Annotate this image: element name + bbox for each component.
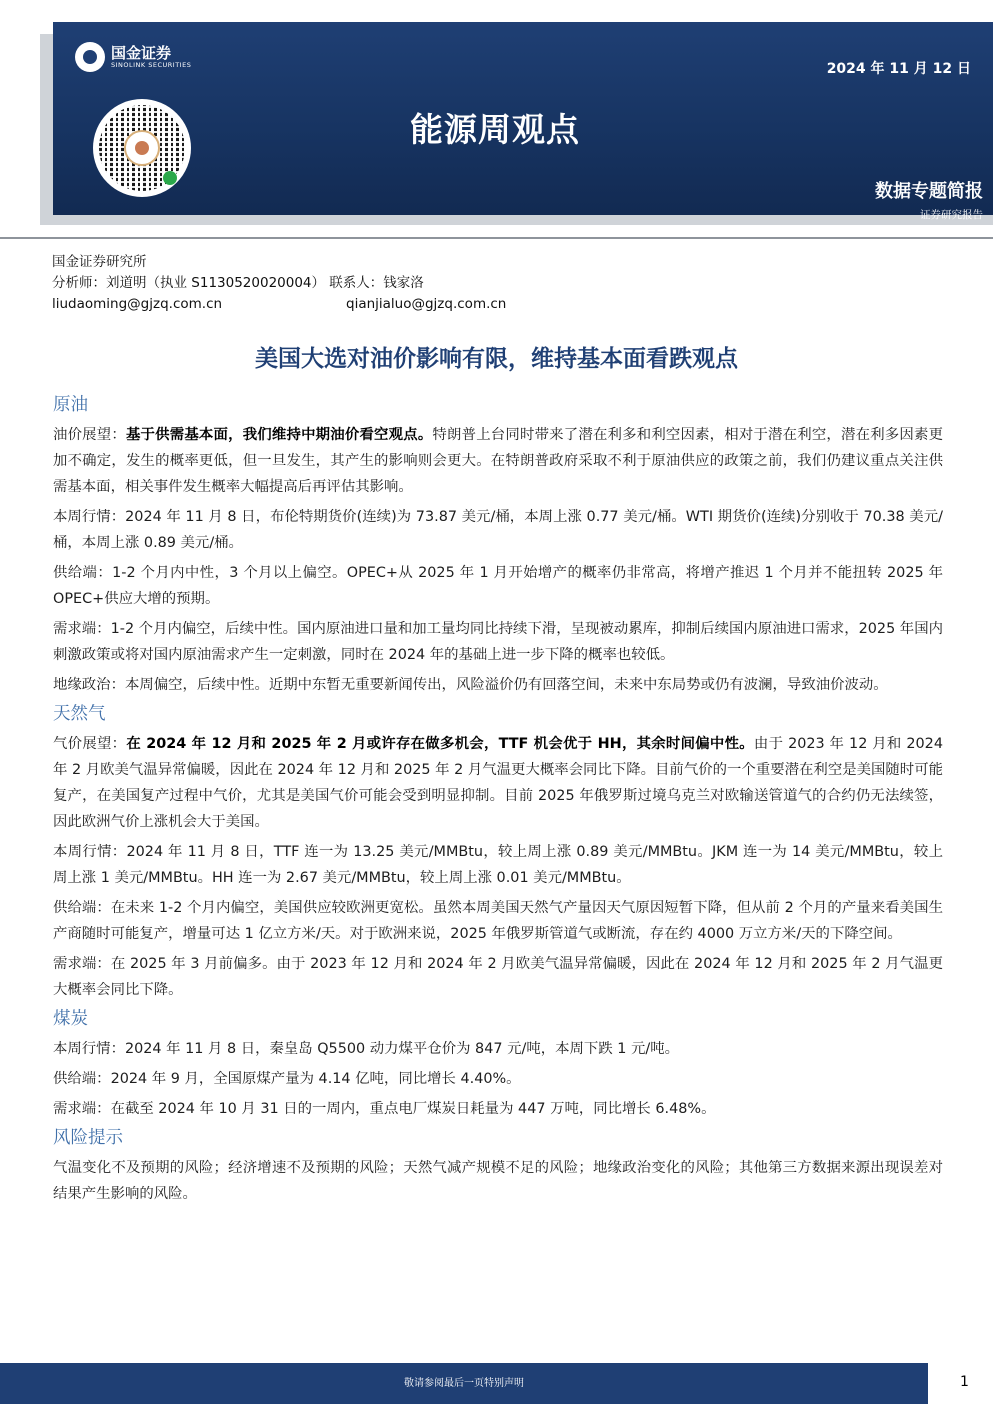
crude-weekly-market: 本周行情：2024 年 11 月 8 日，布伦特期货价(连续)为 73.87 美元/桶，本周上涨 0.77 美元/桶。WTI 期货价(连续)分别收于 70.38 美元/桶，本周上涨 0.89 美元/桶。 — [53, 509, 943, 551]
page-number: 1 — [960, 1374, 969, 1390]
coal-supply: 供给端：2024 年 9 月，全国原煤产量为 4.14 亿吨，同比增长 4.40%。 — [53, 1071, 521, 1087]
logo-icon — [75, 42, 105, 72]
report-headline: 美国大选对油价影响有限，维持基本面看跌观点 — [255, 346, 738, 372]
crude-geopolitics: 地缘政治：本周偏空，后续中性。近期中东暂无重要新闻传出，风险溢价仍有回落空间，未来中东局势或仍有波澜，导致油价波动。 — [53, 677, 888, 693]
section-title-crude: 原油 — [53, 395, 88, 415]
report-date: 2024 年 11 月 12 日 — [826, 61, 971, 77]
company-logo — [75, 42, 191, 72]
report-type: 数据专题简报 — [875, 181, 983, 202]
logo-name: 国金证券 — [111, 43, 172, 62]
section-title-gas: 天然气 — [53, 704, 106, 724]
report-body — [53, 393, 943, 1211]
gas-weekly-market: 本周行情：2024 年 11 月 8 日，TTF 连一为 13.25 美元/MMBtu，较上周上涨 0.89 美元/MMBtu。JKM 连一为 14 美元/MMBtu，较上周上涨 1 美元/MMBtu。HH 连一为 2.67 美元/MMBtu，较上周上涨 0.01 美元/MMBtu。 — [53, 844, 943, 886]
crude-outlook-prefix: 油价展望： — [53, 427, 126, 443]
coal-weekly-market: 本周行情：2024 年 11 月 8 日，秦皇岛 Q5500 动力煤平仓价为 847 元/吨，本周下跌 1 元/吨。 — [53, 1041, 680, 1057]
institute-name: 国金证券研究所 — [52, 254, 147, 270]
gas-outlook-text: 由于 2023 年 12 月和 2024 年 2 月欧美气温异常偏暖，因此在 2024 年 12 月和 2025 年 2 月气温更大概率会同比下降。目前气价的一个重要潜在利空是美国随时可能复产，在美国复产过程中气价，尤其是美国气价可能会受到明显抑制。目前 2025 年俄罗斯过境乌克兰对欧输送管道气的合约仍无法续签，因此欧洲气价上涨机会大于美国。 — [53, 736, 943, 830]
report-title: 能源周观点 — [410, 110, 580, 149]
crude-demand: 需求端：1-2 个月内偏空，后续中性。国内原油进口量和加工量均同比持续下滑，呈现被动累库，抑制后续国内原油进口需求，2025 年国内刺激政策或将对国内原油需求产生一定刺激，同时在 2024 年的基础上进一步下降的概率也较低。 — [53, 621, 943, 663]
report-banner — [53, 22, 993, 221]
gas-outlook-bold: 在 2024 年 12 月和 2025 年 2 月或许存在做多机会，TTF 机会优于 HH，其余时间偏中性。 — [126, 736, 754, 752]
section-title-risk: 风险提示 — [53, 1128, 123, 1148]
crude-outlook-text: 特朗普上台同时带来了潜在利多和利空因素，相对于潜在利空，潜在利多因素更加不确定，发生的概率更低，但一旦发生，其产生的影响则会更大。在特朗普政府采取不利于原油供应的政策之前，我们仍建议重点关注供需基本面，相关事件发生概率大幅提高后再评估其影响。 — [53, 427, 943, 495]
contact-email[interactable]: qianjialuo@gjzq.com.cn — [346, 296, 507, 312]
crude-supply: 供给端：1-2 个月内中性，3 个月以上偏空。OPEC+从 2025 年 1 月开始增产的概率仍非常高，将增产推迟 1 个月并不能扭转 2025 年 OPEC+供应大增的预期。 — [53, 565, 943, 607]
analyst-line: 分析师：刘道明（执业 S1130520020004） 联系人：钱家洛 — [52, 275, 424, 291]
crude-outlook-bold: 基于供需基本面，我们维持中期油价看空观点。 — [125, 427, 433, 443]
coal-demand: 需求端：在截至 2024 年 10 月 31 日的一周内，重点电厂煤炭日耗量为 447 万吨，同比增长 6.48%。 — [53, 1101, 716, 1117]
logo-en: SINOLINK SECURITIES — [111, 60, 192, 69]
gas-outlook-prefix: 气价展望： — [53, 736, 127, 752]
header-divider — [0, 237, 993, 239]
gas-demand: 需求端：在 2025 年 3 月前偏多。由于 2023 年 12 月和 2024 年 2 月欧美气温异常偏暖，因此在 2024 年 12 月和 2025 年 2 月气温更大概率会同比下降。 — [53, 956, 943, 998]
crude-outlook — [53, 422, 943, 500]
report-subtype: 证券研究报告 — [920, 209, 983, 221]
qr-center-logo-icon — [124, 130, 160, 166]
mini-program-icon — [163, 171, 177, 185]
section-title-coal: 煤炭 — [53, 1009, 88, 1029]
analyst-info — [52, 252, 507, 315]
gas-outlook — [53, 731, 943, 835]
analyst-email[interactable]: liudaoming@gjzq.com.cn — [52, 296, 223, 312]
gas-supply: 供给端：在未来 1-2 个月内偏空，美国供应较欧洲更宽松。虽然本周美国天然气产量因天气原因短暂下降，但从前 2 个月的产量来看美国生产商随时可能复产，增量可达 1 亿立方米/天。对于欧洲来说，2025 年俄罗斯管道气或断流，存在约 4000 万立方米/天的下降空间。 — [53, 900, 943, 942]
qr-code-icon — [93, 99, 191, 197]
risk-warning: 气温变化不及预期的风险；经济增速不及预期的风险；天然气减产规模不足的风险；地缘政治变化的风险；其他第三方数据来源出现误差对结果产生影响的风险。 — [53, 1160, 943, 1202]
footer-disclaimer: 敬请参阅最后一页特别声明 — [0, 1363, 928, 1404]
